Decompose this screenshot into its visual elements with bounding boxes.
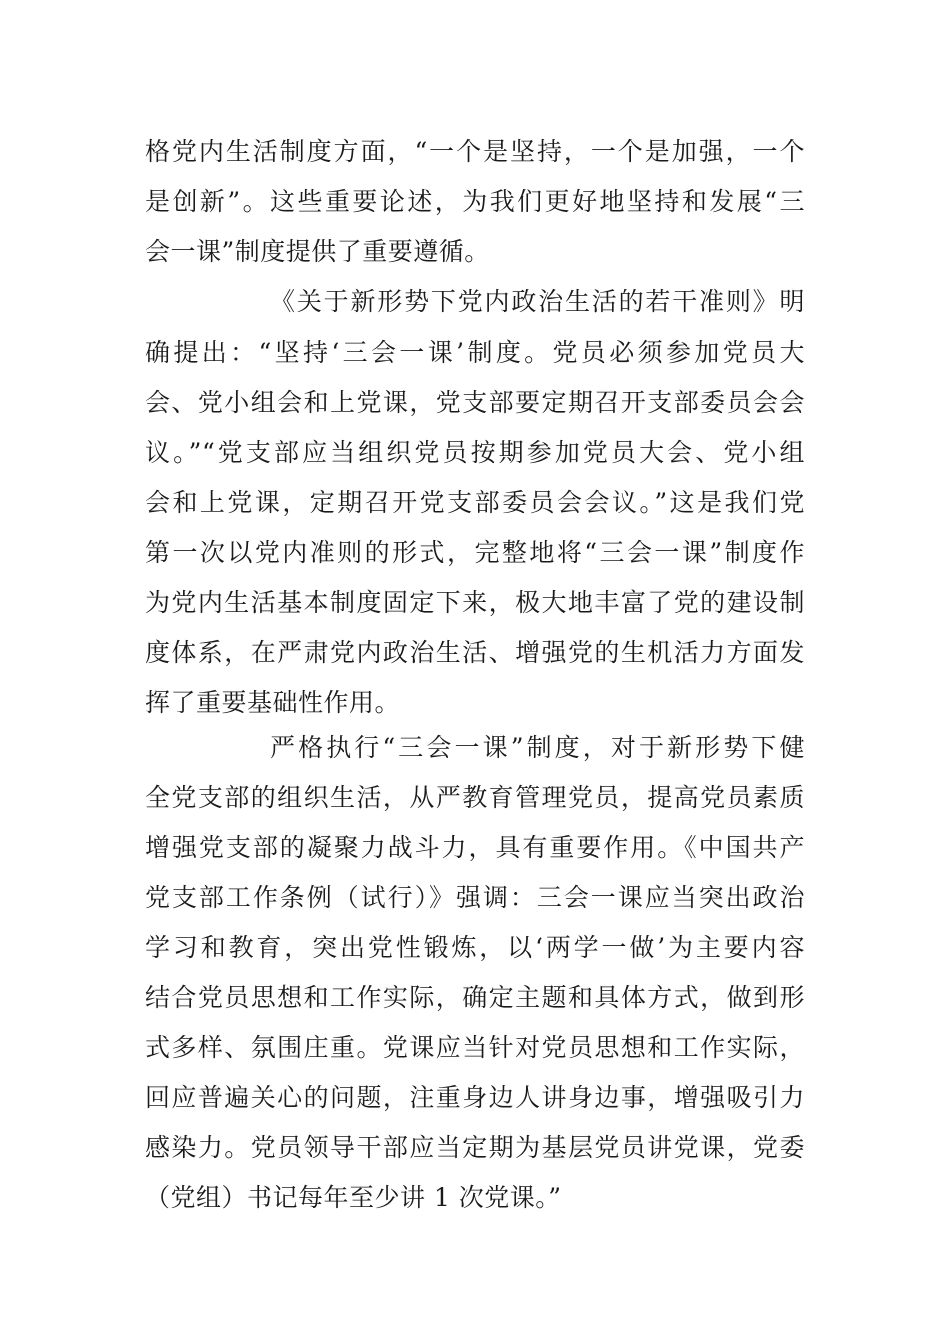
paragraph-line: 挥了重要基础性作用。 — [145, 688, 401, 717]
paragraph-line: 学习和教育，突出党性锻炼，以‘两学一做’为主要内容 — [145, 933, 805, 962]
paragraph-line: 增强党支部的凝聚力战斗力，具有重要作用。《中国共产 — [145, 833, 805, 862]
paragraph-line: 会和上党课，定期召开党支部委员会会议。”这是我们党 — [145, 488, 805, 517]
paragraph-line: 严格执行“三会一课”制度，对于新形势下健 — [270, 733, 805, 762]
paragraph-line: 度体系，在严肃党内政治生活、增强党的生机活力方面发 — [145, 638, 805, 667]
paragraph-line: 为党内生活基本制度固定下来，极大地丰富了党的建设制 — [145, 588, 805, 617]
paragraph-line: 结合党员思想和工作实际，确定主题和具体方式，做到形 — [145, 983, 805, 1012]
paragraph-line: 议。”“党支部应当组织党员按期参加党员大会、党小组 — [145, 438, 805, 467]
paragraph-line: 格党内生活制度方面，“一个是坚持，一个是加强，一个 — [145, 137, 805, 166]
paragraph-line: 式多样、氛围庄重。党课应当针对党员思想和工作实际， — [145, 1033, 805, 1062]
paragraph-line: 第一次以党内准则的形式，完整地将“三会一课”制度作 — [145, 538, 805, 567]
paragraph-line: 全党支部的组织生活，从严教育管理党员，提高党员素质 — [145, 783, 805, 812]
paragraph-line: 回应普遍关心的问题，注重身边人讲身边事，增强吸引力 — [145, 1083, 805, 1112]
paragraph-line: 会一课”制度提供了重要遵循。 — [145, 237, 490, 266]
paragraph-line: 党支部工作条例（试行）》强调：三会一课应当突出政治 — [145, 883, 805, 912]
paragraph-line: 会、党小组会和上党课，党支部要定期召开支部委员会会 — [145, 388, 805, 417]
paragraph-line: 感染力。党员领导干部应当定期为基层党员讲党课，党委 — [145, 1133, 805, 1162]
paragraph-line: 《关于新形势下党内政治生活的若干准则》明 — [270, 287, 805, 316]
paragraph-line: （党组）书记每年至少讲 1 次党课。” — [145, 1183, 562, 1212]
paragraph-line: 确提出：“坚持‘三会一课’制度。党员必须参加党员大 — [145, 338, 805, 367]
paragraph-line: 是创新”。这些重要论述，为我们更好地坚持和发展“三 — [145, 187, 805, 216]
